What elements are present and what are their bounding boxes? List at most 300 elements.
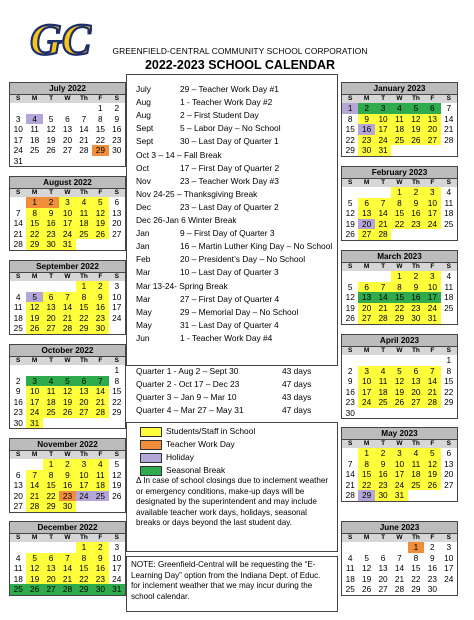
weekday-header: S	[342, 534, 358, 542]
day-cell	[76, 501, 92, 512]
event-month: Sept	[136, 136, 154, 147]
day-cell	[342, 448, 358, 459]
month-grid	[10, 95, 125, 166]
day-cell: 10	[424, 282, 440, 293]
day-cell: 23	[345, 397, 355, 407]
weekday-header: S	[342, 347, 358, 355]
day-cell: 9	[375, 459, 391, 470]
day-cell: 18	[30, 134, 40, 145]
day-cell: 24	[358, 397, 374, 408]
weekday-header: F	[92, 534, 108, 542]
day-cell: 13	[378, 563, 388, 573]
day-cell: 2	[92, 542, 108, 553]
quarter-label: Quarter 4 – Mar 27 – May 31	[136, 405, 244, 415]
month-grid	[342, 347, 457, 418]
day-cell: 29	[76, 584, 92, 595]
day-cell: 14	[444, 113, 454, 124]
event-row	[136, 228, 275, 238]
day-cell: 8	[391, 282, 407, 293]
month-calendar	[341, 82, 458, 157]
day-cell: 23	[43, 229, 59, 240]
day-cell: 25	[43, 407, 59, 418]
weekday-header: M	[26, 357, 42, 365]
day-cell: 23	[13, 407, 23, 417]
day-cell: 7	[446, 103, 452, 113]
weekday-header: T	[43, 357, 59, 365]
day-cell	[109, 156, 125, 167]
day-cell: 27	[408, 397, 424, 408]
day-cell: 9	[408, 198, 424, 209]
day-cell: 29	[345, 145, 355, 155]
day-cell	[26, 103, 42, 114]
day-cell: 26	[362, 584, 372, 594]
day-cell	[441, 408, 457, 419]
event-month: Mar	[136, 267, 151, 278]
day-cell: 28	[59, 323, 75, 334]
event-text: 17 – First Day of Quarter 2	[180, 162, 280, 173]
day-cell: 27	[43, 584, 59, 595]
day-cell: 20	[408, 387, 424, 398]
day-cell: 4	[375, 366, 391, 377]
day-cell: 12	[59, 386, 75, 397]
day-cell	[59, 418, 75, 429]
event-text: 5 – Labor Day – No School	[180, 123, 281, 134]
day-cell: 5	[408, 103, 424, 114]
day-cell: 2	[114, 103, 120, 113]
day-cell: 23	[358, 135, 374, 146]
day-cell: 10	[59, 208, 75, 219]
weekday-header: M	[26, 451, 42, 459]
weekday-header: M	[358, 95, 374, 103]
day-cell	[391, 145, 407, 156]
day-cell: 24	[13, 145, 23, 155]
day-cell: 7	[59, 292, 75, 303]
month-title: April 2023	[342, 335, 457, 347]
day-cell: 31	[109, 584, 125, 595]
day-cell: 16	[408, 292, 424, 303]
weekday-header: S	[10, 189, 26, 197]
event-text: 29 – Teacher Work Day #1	[180, 84, 279, 94]
day-cell: 22	[76, 313, 92, 324]
weekday-header: Th	[408, 263, 424, 271]
day-cell	[375, 408, 391, 419]
day-cell: 26	[408, 135, 424, 146]
day-cell: 19	[59, 397, 75, 408]
weekday-header: W	[391, 347, 407, 355]
day-cell: 10	[112, 291, 122, 302]
day-cell: 1	[114, 365, 120, 375]
day-cell: 23	[408, 219, 424, 230]
day-cell: 19	[345, 218, 355, 229]
day-cell: 27	[444, 479, 454, 490]
day-cell: 27	[76, 407, 92, 418]
day-cell	[109, 501, 125, 512]
day-cell: 16	[92, 563, 108, 574]
day-cell	[59, 281, 75, 292]
day-cell: 27	[62, 145, 73, 155]
day-cell: 30	[375, 490, 391, 501]
day-cell	[92, 418, 108, 429]
day-cell: 19	[92, 218, 108, 229]
day-cell: 19	[362, 573, 372, 584]
day-cell: 5	[347, 197, 353, 208]
weekday-header: T	[375, 263, 391, 271]
legend-label: Students/Staff in School	[166, 426, 256, 436]
day-cell	[26, 459, 42, 470]
day-cell: 7	[375, 282, 391, 293]
day-cell	[441, 145, 457, 156]
day-cell: 23	[92, 574, 108, 585]
weekday-header: W	[391, 534, 407, 542]
day-cell: 13	[43, 563, 59, 574]
weekday-header: F	[92, 451, 108, 459]
day-cell	[26, 281, 42, 292]
quarter-row	[136, 366, 312, 376]
quarter-days: 47 days	[282, 379, 312, 389]
day-cell: 6	[424, 103, 440, 114]
legend-swatch	[140, 440, 162, 450]
day-cell: 31	[13, 155, 23, 166]
weekday-header: S	[109, 273, 125, 281]
day-cell: 24	[59, 229, 75, 240]
day-cell: 17	[391, 469, 407, 480]
day-cell: 5	[48, 113, 54, 124]
day-cell: 8	[43, 470, 59, 481]
month-title: December 2022	[10, 522, 125, 534]
day-cell	[441, 490, 457, 501]
day-cell: 22	[345, 134, 355, 145]
event-month: Jun	[136, 332, 150, 343]
event-row	[136, 215, 237, 225]
day-cell: 6	[408, 366, 424, 377]
quarter-row	[136, 379, 312, 389]
legend-label: Holiday	[166, 452, 194, 462]
day-cell	[43, 156, 59, 167]
day-cell: 19	[345, 302, 355, 313]
quarter-label: Quarter 3 – Jan 9 – Mar 10	[136, 392, 237, 402]
day-cell: 3	[15, 113, 21, 124]
day-cell: 9	[347, 376, 353, 386]
day-cell: 28	[13, 239, 23, 249]
weekday-header: S	[441, 95, 457, 103]
event-row	[136, 136, 279, 146]
day-cell: 3	[424, 271, 440, 282]
day-cell: 27	[358, 229, 374, 240]
quarter-row	[136, 405, 312, 415]
day-cell: 9	[358, 114, 374, 125]
day-cell: 14	[375, 292, 391, 303]
month-title: June 2023	[342, 522, 457, 534]
month-grid	[10, 273, 125, 334]
day-cell	[441, 313, 457, 324]
event-text: Mar 13-24- Spring Break	[136, 280, 228, 291]
weekday-header: T	[43, 451, 59, 459]
event-row	[136, 176, 279, 186]
day-cell: 5	[59, 376, 75, 387]
day-cell: 29	[112, 407, 122, 417]
month-calendar	[9, 82, 126, 167]
weekday-header: Th	[76, 534, 92, 542]
month-title: September 2022	[10, 261, 125, 273]
day-cell: 10	[13, 124, 23, 134]
day-cell: 11	[30, 124, 39, 134]
day-cell	[358, 542, 374, 553]
day-cell: 14	[26, 480, 42, 491]
day-cell	[358, 187, 374, 198]
day-cell: 4	[446, 187, 452, 197]
day-cell: 12	[345, 208, 355, 218]
month-grid	[10, 451, 125, 512]
day-cell: 9	[59, 470, 75, 481]
day-cell: 2	[43, 197, 59, 208]
weekday-header: S	[441, 440, 457, 448]
event-text: 30 – Last Day of Quarter 1	[180, 136, 279, 147]
month-grid	[342, 440, 457, 501]
day-cell	[408, 355, 424, 366]
day-cell	[408, 408, 424, 419]
day-cell: 29	[411, 584, 421, 594]
month-grid	[10, 534, 125, 595]
weekday-header: M	[26, 273, 42, 281]
day-cell: 2	[358, 103, 374, 114]
legend-swatch	[140, 427, 162, 437]
day-cell: 31	[26, 418, 42, 429]
day-cell: 28	[79, 145, 89, 155]
month-grid	[342, 179, 457, 240]
legend-swatch	[140, 466, 162, 476]
day-cell: 6	[76, 376, 92, 387]
day-cell: 2	[408, 271, 424, 282]
day-cell: 26	[26, 323, 42, 334]
weekday-header: Th	[408, 95, 424, 103]
quarter-days: 43 days	[282, 392, 312, 402]
event-row	[136, 163, 279, 173]
day-cell: 14	[79, 124, 89, 134]
day-cell: 23	[59, 491, 75, 502]
weekday-header: M	[26, 534, 42, 542]
day-cell: 30	[358, 145, 374, 156]
day-cell: 20	[424, 124, 440, 135]
day-cell	[391, 355, 407, 366]
event-text: 1 - Teacher Work Day #2	[180, 97, 273, 108]
day-cell: 3	[26, 376, 42, 387]
quarter-days: 43 days	[282, 366, 312, 376]
weekday-header: F	[424, 179, 440, 187]
weekday-header: S	[10, 451, 26, 459]
weekday-header: F	[92, 273, 108, 281]
day-cell: 6	[358, 198, 374, 209]
day-cell: 7	[397, 552, 402, 563]
weekday-header: W	[391, 263, 407, 271]
day-cell: 4	[391, 103, 407, 114]
day-cell: 31	[391, 490, 407, 501]
day-cell: 26	[424, 480, 440, 491]
day-cell: 22	[112, 396, 122, 407]
event-row	[136, 150, 222, 160]
day-cell: 11	[13, 563, 23, 573]
event-text: 23 – Teacher Work Day #3	[180, 175, 279, 186]
day-cell: 3	[375, 103, 391, 114]
day-cell: 24	[424, 303, 440, 314]
day-cell: 5	[26, 553, 42, 564]
day-cell: 10	[26, 386, 42, 397]
event-month: Jan	[136, 241, 150, 252]
day-cell: 11	[391, 114, 407, 125]
day-cell: 31	[59, 239, 75, 250]
day-cell	[358, 355, 374, 366]
day-cell: 11	[76, 208, 92, 219]
day-cell: 3	[114, 281, 120, 291]
event-month: Aug	[136, 110, 151, 121]
day-cell: 23	[427, 573, 437, 584]
day-cell	[358, 271, 374, 282]
day-cell: 13	[424, 114, 440, 125]
day-cell: 11	[408, 459, 424, 470]
day-cell	[59, 156, 75, 167]
day-cell: 27	[112, 228, 122, 239]
day-cell: 21	[375, 303, 391, 314]
day-cell: 30	[92, 584, 108, 595]
day-cell: 27	[13, 501, 23, 511]
weekday-header: S	[441, 263, 457, 271]
day-cell: 26	[345, 229, 355, 239]
day-cell	[424, 408, 440, 419]
weekday-header: S	[342, 179, 358, 187]
legend-swatch	[140, 453, 162, 463]
day-cell: 3	[114, 542, 120, 552]
day-cell: 11	[13, 302, 23, 312]
day-cell: 21	[92, 397, 108, 408]
day-cell	[59, 103, 75, 114]
day-cell: 29	[76, 323, 92, 334]
event-month: Nov	[136, 175, 151, 186]
day-cell: 30	[92, 323, 108, 334]
day-cell: 20	[112, 218, 122, 228]
day-cell: 5	[92, 197, 108, 208]
month-title: May 2023	[342, 428, 457, 440]
day-cell: 3	[76, 459, 92, 470]
month-grid	[342, 534, 457, 595]
month-grid	[10, 357, 125, 428]
day-cell	[43, 281, 59, 292]
day-cell: 19	[424, 469, 440, 480]
day-cell: 5	[391, 366, 407, 377]
month-title: November 2022	[10, 439, 125, 451]
day-cell: 5	[347, 281, 353, 292]
day-cell: 23	[92, 313, 108, 324]
weekday-header: Th	[408, 534, 424, 542]
day-cell	[424, 490, 440, 501]
day-cell	[408, 490, 424, 501]
day-cell: 18	[345, 573, 355, 584]
weekday-header: S	[342, 440, 358, 448]
day-cell: 14	[424, 376, 440, 387]
day-cell: 16	[43, 218, 59, 229]
day-cell: 26	[46, 145, 56, 155]
day-cell: 1	[391, 187, 407, 198]
day-cell: 30	[408, 313, 424, 324]
day-cell: 4	[408, 448, 424, 459]
month-title: March 2023	[342, 251, 457, 263]
day-cell: 28	[26, 501, 42, 512]
day-cell: 3	[391, 448, 407, 459]
day-cell: 19	[46, 134, 56, 145]
day-cell: 11	[345, 563, 355, 573]
day-cell	[375, 271, 391, 282]
day-cell: 12	[26, 563, 42, 574]
day-cell: 8	[76, 292, 92, 303]
day-cell: 18	[13, 573, 23, 584]
day-cell: 6	[380, 552, 386, 563]
weekday-header: Th	[76, 357, 92, 365]
day-cell	[43, 103, 59, 114]
day-cell: 15	[391, 208, 407, 219]
day-cell: 6	[114, 197, 120, 207]
day-cell: 22	[358, 480, 374, 491]
day-cell: 17	[76, 480, 92, 491]
day-cell: 1	[76, 281, 92, 292]
day-cell	[26, 156, 42, 167]
day-cell: 29	[92, 145, 108, 156]
day-cell: 18	[92, 480, 108, 491]
day-cell: 22	[391, 303, 407, 314]
day-cell: 21	[59, 574, 75, 585]
event-row	[136, 189, 257, 199]
day-cell	[76, 365, 92, 376]
day-cell: 1	[358, 448, 374, 459]
weekday-header: S	[10, 273, 26, 281]
weekday-header: S	[109, 451, 125, 459]
day-cell: 11	[444, 281, 454, 292]
month-title: October 2022	[10, 345, 125, 357]
day-cell	[92, 501, 108, 512]
day-cell	[342, 271, 358, 282]
day-cell: 15	[95, 124, 105, 134]
day-cell: 7	[59, 553, 75, 564]
day-cell: 11	[444, 197, 454, 208]
event-row	[136, 97, 272, 107]
day-cell: 14	[375, 208, 391, 219]
day-cell: 17	[112, 563, 122, 573]
event-text: 29 – Memorial Day – No School	[180, 306, 299, 317]
day-cell: 13	[408, 376, 424, 387]
month-grid	[10, 189, 125, 250]
day-cell: 13	[62, 124, 73, 134]
day-cell: 12	[92, 208, 108, 219]
gc-logo	[28, 14, 92, 62]
day-cell: 17	[358, 387, 374, 398]
legend-label: Seasonal Break	[166, 465, 226, 475]
weekday-header: F	[424, 440, 440, 448]
day-cell: 20	[76, 397, 92, 408]
day-cell: 1	[98, 103, 103, 113]
weekday-header: F	[424, 347, 440, 355]
day-cell	[391, 408, 407, 419]
legend-label: Teacher Work Day	[166, 439, 235, 449]
weekday-header: W	[391, 440, 407, 448]
day-cell: 26	[92, 229, 108, 240]
event-text: 2 – First Student Day	[180, 110, 259, 121]
day-cell: 14	[92, 386, 108, 397]
weekday-header: Th	[408, 179, 424, 187]
day-cell	[408, 145, 424, 156]
day-cell: 8	[413, 552, 419, 563]
day-cell	[109, 323, 125, 334]
day-cell: 10	[112, 552, 122, 563]
weekday-header: S	[441, 534, 457, 542]
day-cell: 1	[446, 355, 452, 365]
day-cell: 25	[444, 218, 454, 229]
